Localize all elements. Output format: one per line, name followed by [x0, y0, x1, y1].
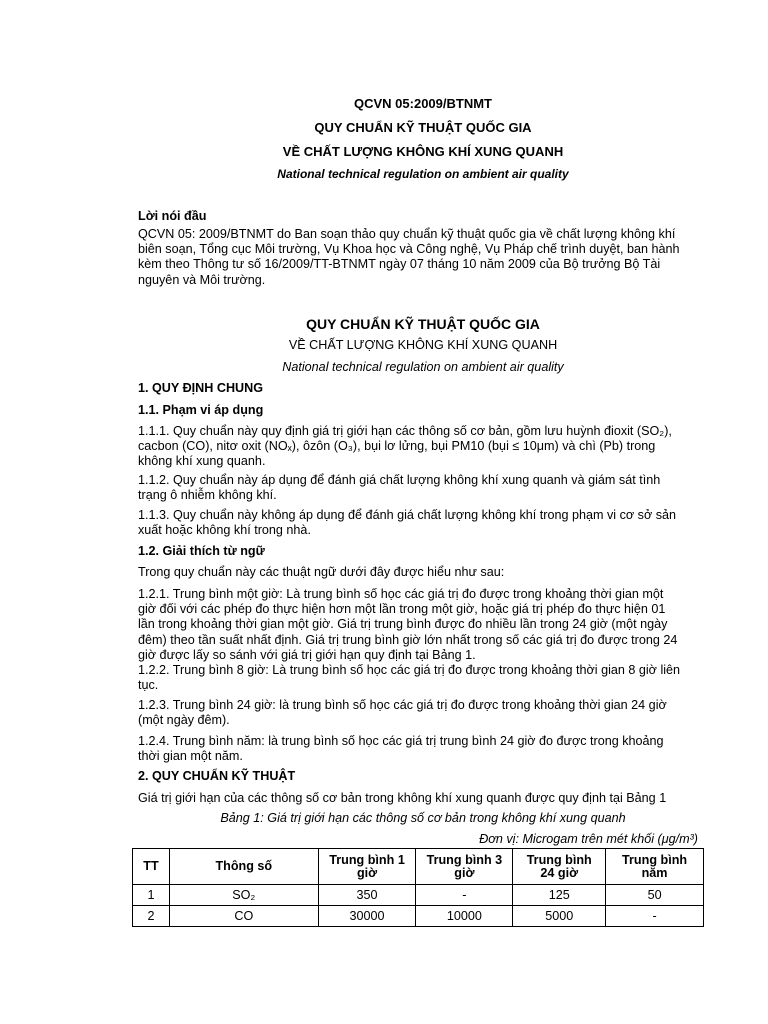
text-line: lần trong khoảng thời gian một giờ. Giá trị trung bình được đo nhiều lần trong 24 giờ (một ngày [138, 617, 668, 632]
text-line: 1.2.2. Trung bình 8 giờ: Là trung bình số học các giá trị đo được trong khoảng thời gian 8 giờ liên [138, 663, 681, 677]
paragraph-1-2-2 [138, 663, 708, 693]
header-cell-parameter: Thông số [169, 849, 318, 885]
text-line: 1.2.3. Trung bình 24 giờ: là trung bình số học các giá trị đo được trong khoảng thời gian 24 giờ [138, 698, 667, 712]
paragraph-1-2-1 [138, 587, 708, 663]
table-row [133, 906, 704, 927]
header-cell-avg-24h: Trung bình 24 giờ [513, 849, 606, 885]
text-line: cacbon (CO), nitơ oxit (NOₓ), ôzôn (O₃), bụi lơ lửng, bụi PM10 (bụi ≤ 10μm) và chì (Pb) trong [138, 439, 656, 454]
table-header-row [133, 849, 704, 885]
foreword-paragraph [138, 227, 708, 288]
paragraph-1-2-3 [138, 698, 708, 728]
section-2-intro: Giá trị giới hạn của các thông số cơ bản trong không khí xung quanh được quy định tại Bảng 1 [138, 791, 667, 805]
text-line: 1.2.1. Trung bình một giờ: Là trung bình số học các giá trị đo được trong khoảng thời gian một [138, 587, 664, 601]
section-1-heading: 1. QUY ĐỊNH CHUNG [138, 381, 264, 395]
table-cell: - [416, 885, 513, 906]
second-title-line-1: QUY CHUẨN KỸ THUẬT QUỐC GIA [306, 316, 540, 332]
section-2-heading: 2. QUY CHUẨN KỸ THUẬT [138, 769, 296, 783]
section-1-2-heading: 1.2. Giải thích từ ngữ [138, 544, 265, 558]
text-line: 1.1.1. Quy chuẩn này quy định giá trị giới hạn các thông số cơ bản, gồm lưu huỳnh đioxit (SO₂), [138, 424, 672, 438]
header-cell-avg-3h: Trung bình 3 giờ [416, 849, 513, 885]
title-line-1: QUY CHUẨN KỸ THUẬT QUỐC GIA [314, 120, 532, 135]
table-caption: Bảng 1: Giá trị giới hạn các thông số cơ bản trong không khí xung quanh [220, 811, 626, 825]
header-cell-tt: TT [133, 849, 170, 885]
text-line: nguyên và Môi trường. [138, 272, 266, 287]
regulation-code: QCVN 05:2009/BTNMT [354, 96, 492, 111]
paragraph-1-1-2 [138, 473, 708, 503]
foreword-heading: Lời nói đầu [138, 209, 207, 223]
text-line: không khí xung quanh. [138, 454, 266, 469]
text-line: QCVN 05: 2009/BTNMT do Ban soạn thảo quy chuẩn kỹ thuật quốc gia về chất lượng không khí [138, 227, 676, 241]
text-line: trạng ô nhiễm không khí. [138, 488, 277, 503]
table-cell: SO₂ [169, 885, 318, 906]
table-cell: - [606, 906, 704, 927]
paragraph-1-1-1 [138, 424, 708, 470]
second-title-line-3: National technical regulation on ambient air quality [282, 360, 564, 374]
text-line: (một ngày đêm). [138, 713, 230, 728]
text-line: 1.1.3. Quy chuẩn này không áp dụng để đánh giá chất lượng không khí trong phạm vi cơ sở sản [138, 508, 677, 522]
subtitle-en: National technical regulation on ambient air quality [277, 167, 569, 181]
text-line: 1.2.4. Trung bình năm: là trung bình số học các giá trị trung bình 24 giờ đo được trong khoảng [138, 734, 664, 748]
table-cell: 350 [318, 885, 416, 906]
table-row [133, 885, 704, 906]
second-title-line-2: VỀ CHẤT LƯỢNG KHÔNG KHÍ XUNG QUANH [288, 338, 558, 352]
text-line: giờ được lấy so sánh với giá trị giới hạn quy định tại Bảng 1. [138, 647, 476, 662]
limits-table [132, 848, 704, 927]
table-cell: 50 [606, 885, 704, 906]
table-cell: 30000 [318, 906, 416, 927]
table-cell: 1 [133, 885, 170, 906]
header-cell-avg-year: Trung bình năm [606, 849, 704, 885]
paragraph-1-2-4 [138, 734, 708, 764]
text-line: tục. [138, 678, 159, 693]
text-line: kèm theo Thông tư số 16/2009/TT-BTNMT ngày 07 tháng 10 năm 2009 của Bộ trưởng Bộ Tài [138, 257, 661, 272]
table-cell: 2 [133, 906, 170, 927]
table-cell: CO [169, 906, 318, 927]
table-cell: 10000 [416, 906, 513, 927]
text-line: thời gian một năm. [138, 749, 243, 764]
definitions-intro: Trong quy chuẩn này các thuật ngữ dưới đây được hiểu như sau: [138, 565, 505, 579]
table-cell: 5000 [513, 906, 606, 927]
text-line: xuất hoặc không khí trong nhà. [138, 523, 311, 538]
header-cell-avg-1h: Trung bình 1 giờ [318, 849, 416, 885]
table-unit: Đơn vị: Microgam trên mét khối (μg/m³) [479, 832, 698, 846]
title-line-2: VỀ CHẤT LƯỢNG KHÔNG KHÍ XUNG QUANH [282, 144, 564, 159]
text-line: giờ đối với các phép đo thực hiện hơn một lần trong một giờ, hoặc giá trị phép đo thực hiện 01 [138, 602, 666, 617]
text-line: đêm) theo tần suất nhất định. Giá trị trung bình giờ lớn nhất trong số các giá trị đo được trong 24 [138, 632, 678, 647]
section-1-1-heading: 1.1. Phạm vi áp dụng [138, 403, 264, 417]
text-line: biên soạn, Tổng cục Môi trường, Vụ Khoa học và Công nghệ, Vụ Pháp chế trình duyệt, ban hành [138, 242, 680, 257]
table-cell: 125 [513, 885, 606, 906]
paragraph-1-1-3 [138, 508, 708, 538]
text-line: 1.1.2. Quy chuẩn này áp dụng để đánh giá chất lượng không khí xung quanh và giám sát tình [138, 473, 661, 487]
